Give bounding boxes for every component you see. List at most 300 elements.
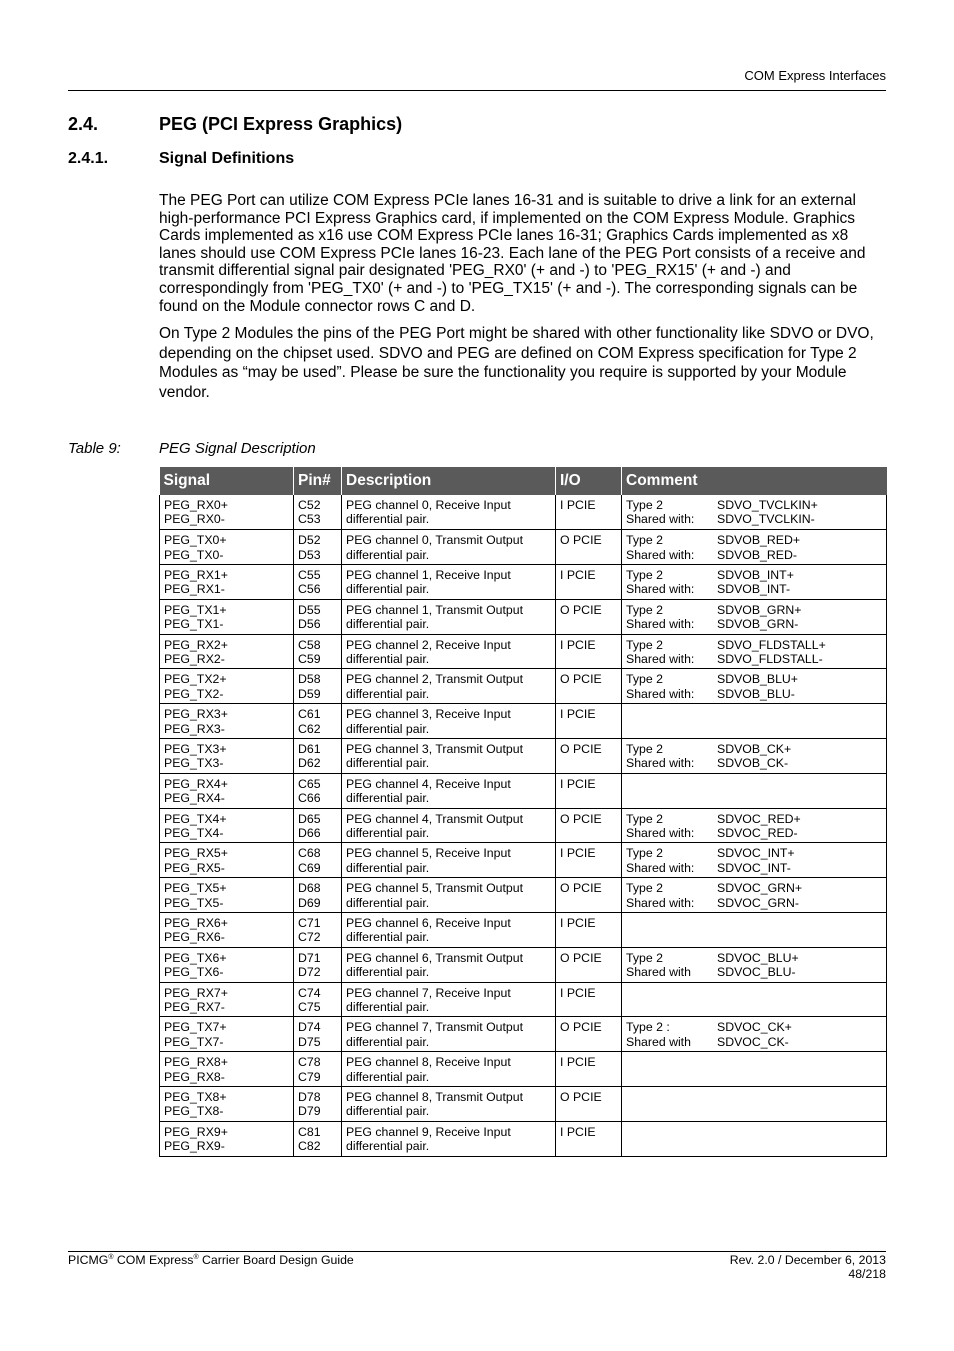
table-row [160,1121,887,1156]
comment-value: SDVOB_RED+ [717,533,801,548]
comment-label: Shared with: [626,825,695,840]
description-cell [342,1052,556,1087]
comment-value: SDVOC_RED+ [717,811,801,826]
footer-page-number: 48/218 [848,1267,886,1281]
signal-cell-line: PEG_TX3- [164,756,224,771]
column-header: Description [342,467,556,495]
comment-value: SDVOB_INT+ [717,568,794,583]
pin-cell [294,704,342,739]
description-cell-line: differential pair. [346,617,430,632]
signal-cell-line: PEG_TX8+ [164,1090,227,1105]
io-cell: I PCIE [556,982,622,1017]
comment-line [626,582,882,596]
io-cell: I PCIE [556,773,622,808]
description-cell-line: PEG channel 9, Receive Input [346,1124,511,1139]
comment-value: SDVOB_GRN- [717,617,799,632]
description-cell [342,1087,556,1122]
comment-line [626,652,882,666]
comment-line [626,742,882,756]
comment-value: SDVOB_CK+ [717,742,792,757]
signal-cell-line: PEG_TX7- [164,1034,224,1049]
comment-cell [622,1087,887,1122]
pin-cell [294,739,342,774]
body-paragraph: The PEG Port can utilize COM Express PCIe lanes 16-31 and is suitable to drive a link for an external high-performance PCI Express Graphics card, if implemented on the COM Express Module. Graphics Cards implemented as x16 use COM Express PCIe lanes 16-31; Graphics Cards implemented as x8 lanes should use COM Express PCIe lanes 16-23. Each lane of the PEG Port consists of a receive and transmit differential signal pair designated 'PEG_RX0' (+ and -) to 'PEG_RX15' (+ and -) and correspondingly from 'PEG_TX0' (+ and -) to 'PEG_TX15' (+ and -). The corresponding signals can be found on the Module connector rows C and D. [159,192,866,315]
description-cell [342,947,556,982]
signal-cell-line: PEG_RX8- [164,1069,225,1084]
signal-cell-line: PEG_RX0- [164,512,225,527]
io-cell: O PCIE [556,669,622,704]
section-number: 2.4. [68,114,99,134]
table-header-row [160,467,887,495]
comment-line [626,672,882,686]
running-header: COM Express Interfaces [744,68,886,83]
comment-label: Shared with: [626,860,695,875]
signal-cell [160,739,294,774]
pin-cell-line: D65 [298,811,321,826]
comment-label: Type 2 [626,637,663,652]
pin-cell [294,808,342,843]
pin-cell [294,565,342,600]
signal-cell [160,808,294,843]
pin-cell [294,530,342,565]
signal-cell-line: PEG_RX7- [164,999,225,1014]
description-cell-line: PEG channel 1, Receive Input [346,568,511,583]
description-cell-line: PEG channel 6, Transmit Output [346,950,524,965]
footer-brand: PICMG [68,1253,109,1267]
comment-value: SDVOC_BLU+ [717,950,799,965]
pin-cell-line: D74 [298,1020,321,1035]
pin-cell-line: C59 [298,651,321,666]
description-cell-line: differential pair. [346,686,430,701]
description-cell [342,878,556,913]
io-cell: I PCIE [556,634,622,669]
comment-cell [622,1121,887,1156]
comment-cell [622,878,887,913]
description-cell [342,808,556,843]
comment-line [626,533,882,547]
section-heading [68,114,402,135]
description-cell-line: PEG channel 0, Transmit Output [346,533,524,548]
comment-line [626,568,882,582]
pin-cell-line: C74 [298,985,321,1000]
description-cell [342,1017,556,1052]
pin-cell-line: C61 [298,707,321,722]
signal-cell-line: PEG_RX5+ [164,846,228,861]
comment-cell [622,599,887,634]
description-cell-line: PEG channel 7, Receive Input [346,985,511,1000]
io-cell: I PCIE [556,704,622,739]
description-cell [342,843,556,878]
comment-cell [622,704,887,739]
pin-cell [294,1087,342,1122]
signal-cell [160,599,294,634]
signal-cell-line: PEG_RX2+ [164,637,228,652]
comment-label: Shared with: [626,651,695,666]
description-cell-line: differential pair. [346,965,430,980]
pin-cell-line: D69 [298,895,321,910]
pin-cell-line: C68 [298,846,321,861]
signal-cell-line: PEG_TX0- [164,547,224,562]
description-cell-line: PEG channel 1, Transmit Output [346,602,524,617]
table-row [160,947,887,982]
comment-label: Shared with: [626,582,695,597]
signal-cell-line: PEG_TX2+ [164,672,227,687]
description-cell-line: differential pair. [346,721,430,736]
comment-cell [622,530,887,565]
table-row [160,982,887,1017]
description-cell-line: differential pair. [346,651,430,666]
signal-cell-line: PEG_RX7+ [164,985,228,1000]
pin-cell-line: D79 [298,1104,321,1119]
table-row [160,773,887,808]
pin-cell-line: D62 [298,756,321,771]
pin-cell [294,1017,342,1052]
description-cell [342,773,556,808]
pin-cell [294,599,342,634]
comment-label: Type 2 [626,846,663,861]
comment-cell [622,1052,887,1087]
comment-label: Shared with: [626,617,695,632]
footer-guide-title: Carrier Board Design Guide [198,1253,354,1267]
signal-cell-line: PEG_RX6+ [164,916,228,931]
description-cell [342,599,556,634]
column-header: I/O [556,467,622,495]
pin-cell-line: C52 [298,498,321,512]
pin-cell [294,843,342,878]
comment-line [626,512,882,526]
signal-cell [160,634,294,669]
signal-cell-line: PEG_RX2- [164,651,225,666]
pin-cell [294,669,342,704]
signal-cell [160,565,294,600]
signal-cell-line: PEG_TX4+ [164,811,227,826]
footer-rule [68,1251,886,1252]
io-cell: O PCIE [556,1017,622,1052]
description-cell-line: differential pair. [346,791,430,806]
section-title: PEG (PCI Express Graphics) [159,114,403,134]
description-cell [342,495,556,530]
pin-cell-line: D61 [298,742,321,757]
description-cell-line: differential pair. [346,1139,430,1154]
comment-value: SDVO_FLDSTALL+ [717,637,826,652]
pin-cell-line: D71 [298,950,321,965]
io-cell: I PCIE [556,1121,622,1156]
comment-cell [622,808,887,843]
signal-cell-line: PEG_TX1+ [164,602,227,617]
pin-cell-line: C75 [298,999,321,1014]
comment-line [626,826,882,840]
description-cell [342,530,556,565]
comment-cell [622,913,887,948]
table-caption-label: Table 9: [68,440,121,457]
comment-value: SDVOB_BLU- [717,686,795,701]
table-body [160,495,887,1156]
signal-cell-line: PEG_RX3+ [164,707,228,722]
comment-label: Type 2 [626,881,663,896]
io-cell: O PCIE [556,808,622,843]
signal-cell-line: PEG_TX3+ [164,742,227,757]
comment-line [626,951,882,965]
signal-cell [160,495,294,530]
comment-value: SDVO_TVCLKIN- [717,512,815,527]
pin-cell-line: C79 [298,1069,321,1084]
signal-cell-line: PEG_TX6+ [164,950,227,965]
pin-cell-line: C58 [298,637,321,652]
comment-value: SDVOC_RED- [717,825,798,840]
pin-cell-line: D56 [298,617,321,632]
comment-cell [622,739,887,774]
column-header: Pin# [294,467,342,495]
table-caption [68,440,316,457]
pin-cell-line: D59 [298,686,321,701]
signal-cell [160,982,294,1017]
footer-document-title [68,1253,354,1267]
pin-cell-line: C53 [298,512,321,527]
comment-label: Type 2 [626,498,663,512]
description-cell-line: PEG channel 8, Transmit Output [346,1090,524,1105]
description-cell [342,1121,556,1156]
signal-cell-line: PEG_RX6- [164,930,225,945]
signal-cell [160,530,294,565]
pin-cell [294,878,342,913]
header-rule [68,90,886,91]
signal-cell [160,773,294,808]
io-cell: O PCIE [556,878,622,913]
comment-value: SDVOB_GRN+ [717,602,802,617]
comment-line [626,1020,882,1034]
table-row [160,599,887,634]
table-row [160,565,887,600]
description-cell-line: PEG channel 5, Transmit Output [346,881,524,896]
signal-cell-line: PEG_TX0+ [164,533,227,548]
signal-cell [160,1121,294,1156]
pin-cell [294,1052,342,1087]
pin-cell [294,947,342,982]
description-cell [342,669,556,704]
comment-label: Shared with [626,965,691,980]
description-cell-line: PEG channel 2, Receive Input [346,637,511,652]
description-cell-line: differential pair. [346,1069,430,1084]
table-row [160,669,887,704]
signal-cell-line: PEG_RX5- [164,860,225,875]
description-cell-line: PEG channel 3, Transmit Output [346,742,524,757]
comment-label: Type 2 [626,811,663,826]
signal-cell-line: PEG_TX5- [164,895,224,910]
signal-cell-line: PEG_TX6- [164,965,224,980]
signal-cell-line: PEG_RX4+ [164,776,228,791]
pin-cell-line: D78 [298,1090,321,1105]
table-row [160,1017,887,1052]
description-cell-line: differential pair. [346,756,430,771]
signal-cell-line: PEG_RX4- [164,791,225,806]
comment-value: SDVOC_INT- [717,860,791,875]
description-cell-line: PEG channel 6, Receive Input [346,916,511,931]
table-row [160,739,887,774]
description-cell [342,982,556,1017]
pin-cell [294,634,342,669]
comment-label: Type 2 [626,602,663,617]
comment-value: SDVOB_CK- [717,756,789,771]
pin-cell-line: C82 [298,1139,321,1154]
comment-value: SDVOB_RED- [717,547,797,562]
table-row [160,530,887,565]
signal-cell [160,704,294,739]
io-cell: O PCIE [556,530,622,565]
description-cell-line: PEG channel 0, Receive Input [346,498,511,512]
footer-revision: Rev. 2.0 / December 6, 2013 [729,1253,886,1267]
pin-cell-line: C71 [298,916,321,931]
comment-cell [622,843,887,878]
signal-cell-line: PEG_TX8- [164,1104,224,1119]
subsection-title: Signal Definitions [159,150,295,167]
pin-cell-line: C56 [298,582,321,597]
io-cell: I PCIE [556,565,622,600]
table-row [160,704,887,739]
comment-line [626,812,882,826]
comment-line [626,881,882,895]
pin-cell-line: C69 [298,860,321,875]
pin-cell-line: D72 [298,965,321,980]
comment-cell [622,1017,887,1052]
body-paragraph: On Type 2 Modules the pins of the PEG Port might be shared with other functionality like SDVO or DVO, depending on the chipset used. SDVO and PEG are defined on COM Express specification for Type 2 Modules as “may be used”. Please be sure the functionality you require is supported by your Module vendor. [159,325,874,401]
comment-cell [622,495,887,530]
description-cell [342,913,556,948]
comment-value: SDVOC_GRN- [717,895,799,910]
pin-cell-line: D75 [298,1034,321,1049]
signal-cell-line: PEG_TX4- [164,825,224,840]
pin-cell-line: C65 [298,776,321,791]
signal-cell-line: PEG_RX3- [164,721,225,736]
comment-cell [622,773,887,808]
comment-value: SDVOC_CK+ [717,1020,792,1035]
comment-label: Type 2 [626,742,663,757]
comment-value: SDVOC_INT+ [717,846,795,861]
signal-cell [160,913,294,948]
description-cell-line: differential pair. [346,895,430,910]
pin-cell [294,495,342,530]
description-cell-line: differential pair. [346,999,430,1014]
pin-cell [294,1121,342,1156]
io-cell: I PCIE [556,1052,622,1087]
pin-cell-line: C78 [298,1055,321,1070]
description-cell-line: PEG channel 4, Transmit Output [346,811,524,826]
comment-label: Type 2 [626,950,663,965]
signal-cell [160,669,294,704]
comment-line [626,638,882,652]
signal-cell-line: PEG_RX0+ [164,498,228,512]
pin-cell-line: D58 [298,672,321,687]
table-row [160,843,887,878]
comment-cell [622,669,887,704]
pin-cell-line: C55 [298,568,321,583]
column-header: Signal [160,467,294,495]
comment-line [626,687,882,701]
signal-cell [160,1017,294,1052]
pin-cell-line: C72 [298,930,321,945]
signal-cell-line: PEG_RX1+ [164,568,228,583]
table-row [160,1087,887,1122]
description-cell-line: PEG channel 2, Transmit Output [346,672,524,687]
description-cell-line: differential pair. [346,582,430,597]
description-cell-line: differential pair. [346,930,430,945]
column-header: Comment [622,467,887,495]
description-cell [342,565,556,600]
pin-cell [294,913,342,948]
comment-value: SDVO_FLDSTALL- [717,651,823,666]
signal-cell [160,843,294,878]
signal-cell-line: PEG_TX2- [164,686,224,701]
description-cell-line: PEG channel 7, Transmit Output [346,1020,524,1035]
description-cell-line: differential pair. [346,1034,430,1049]
description-cell-line: PEG channel 5, Receive Input [346,846,511,861]
comment-line [626,756,882,770]
subsection-heading [68,150,294,168]
comment-cell [622,565,887,600]
description-cell-line: differential pair. [346,547,430,562]
comment-label: Shared with: [626,756,695,771]
pin-cell-line: D68 [298,881,321,896]
description-cell-line: differential pair. [346,860,430,875]
comment-label: Shared with: [626,512,695,527]
io-cell: I PCIE [556,843,622,878]
comment-line [626,861,882,875]
pin-cell-line: D52 [298,533,321,548]
registered-mark: ® [193,1253,199,1261]
comment-value: SDVO_TVCLKIN+ [717,498,818,512]
pin-cell-line: D55 [298,602,321,617]
comment-label: Shared with: [626,547,695,562]
comment-value: SDVOB_BLU+ [717,672,798,687]
comment-line [626,603,882,617]
comment-value: SDVOC_CK- [717,1034,789,1049]
comment-line [626,617,882,631]
table-row [160,1052,887,1087]
description-cell-line: differential pair. [346,1104,430,1119]
table-row [160,913,887,948]
subsection-number: 2.4.1. [68,150,109,167]
pin-cell-line: C81 [298,1124,321,1139]
comment-label: Shared with: [626,895,695,910]
description-cell-line: PEG channel 3, Receive Input [346,707,511,722]
comment-label: Type 2 [626,568,663,583]
signal-cell-line: PEG_TX5+ [164,881,227,896]
signal-cell [160,1087,294,1122]
description-cell-line: PEG channel 4, Receive Input [346,776,511,791]
comment-label: Shared with [626,1034,691,1049]
comment-line [626,896,882,910]
signal-cell-line: PEG_TX7+ [164,1020,227,1035]
table-row [160,495,887,530]
pin-cell-line: C66 [298,791,321,806]
signal-cell-line: PEG_RX8+ [164,1055,228,1070]
signal-cell-line: PEG_RX9- [164,1139,225,1154]
description-cell-line: differential pair. [346,825,430,840]
io-cell: O PCIE [556,1087,622,1122]
signal-cell [160,947,294,982]
peg-signal-table [159,467,887,1157]
table-row [160,634,887,669]
description-cell-line: PEG channel 8, Receive Input [346,1055,511,1070]
footer-right [730,1253,886,1281]
pin-cell [294,773,342,808]
pin-cell-line: D66 [298,825,321,840]
pin-cell [294,982,342,1017]
comment-label: Shared with: [626,686,695,701]
comment-cell [622,634,887,669]
comment-value: SDVOC_BLU- [717,965,796,980]
comment-line [626,846,882,860]
description-cell [342,704,556,739]
